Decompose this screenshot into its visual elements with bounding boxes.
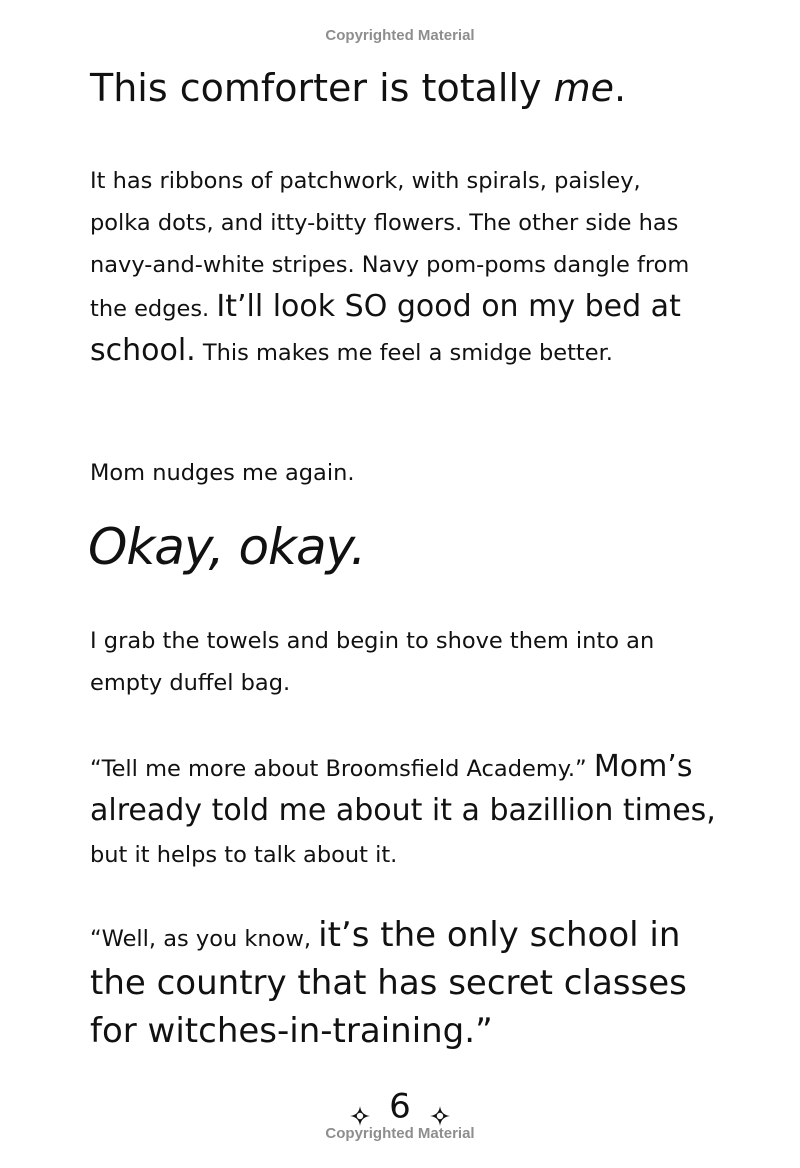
page-heading	[90, 66, 626, 110]
paragraph-text-end: This makes me feel a smidge better.	[195, 340, 613, 366]
copyright-watermark-top: Copyrighted Material	[325, 27, 475, 44]
paragraph-text: It has ribbons of patchwork, with spirals, paisley, polka dots, and itty-bitty flowers. The other side has navy-and-white stripes. Navy pom-poms dangle from the edges.	[90, 168, 690, 322]
paragraph-broomsfield	[90, 746, 730, 876]
emphasized-text: It’ll look SO good on my bed at school.	[90, 289, 681, 368]
heading-end: .	[613, 66, 627, 110]
page-number: 6	[389, 1086, 411, 1127]
copyright-watermark-bottom: Copyrighted Material	[325, 1125, 475, 1142]
heading-emphasis: me	[553, 66, 614, 110]
heading-text: This comforter is totally	[90, 66, 554, 110]
emphasized-text: Mom’s already told me about it a bazillion times,	[90, 749, 716, 828]
dialogue-text: “Well, as you know,	[90, 926, 319, 952]
paragraph-secret-classes	[90, 912, 730, 1056]
page-folio	[0, 1085, 800, 1127]
emphasized-text: it’s the only school in the country that has secret classes for witches-in-training.”	[90, 915, 687, 1051]
sparkle-star-icon	[429, 1096, 451, 1118]
okay-exclamation: Okay, okay.	[88, 518, 366, 576]
paragraph-towels: I grab the towels and begin to shove them into an empty duffel bag.	[90, 628, 655, 696]
paragraph-comforter	[90, 160, 690, 374]
paragraph-mom-nudges: Mom nudges me again.	[90, 460, 355, 486]
paragraph-text-end: but it helps to talk about it.	[90, 842, 398, 868]
dialogue-text: “Tell me more about Broomsfield Academy.”	[90, 756, 594, 782]
sparkle-star-icon	[349, 1096, 371, 1118]
